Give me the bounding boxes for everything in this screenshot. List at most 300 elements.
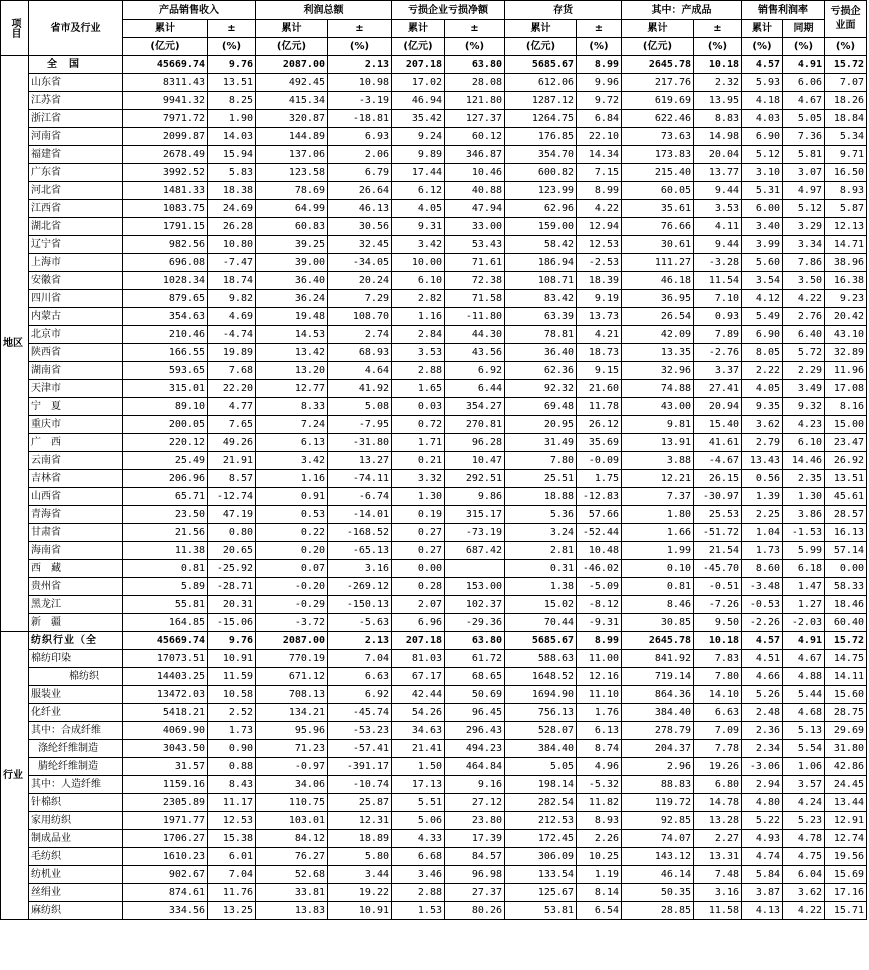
cell-value: 1.27 — [783, 596, 825, 614]
cell-value: 8.43 — [208, 776, 256, 794]
row-name: 甘肃省 — [29, 524, 123, 542]
cell-value: 3.62 — [783, 884, 825, 902]
table-row — [1, 56, 867, 74]
cell-value: 1648.52 — [505, 668, 577, 686]
cell-value: -12.74 — [208, 488, 256, 506]
cell-value: 1028.34 — [123, 272, 208, 290]
cell-value: -3.28 — [694, 254, 742, 272]
row-name: 云南省 — [29, 452, 123, 470]
table-row — [1, 722, 867, 740]
cell-value: 9.44 — [694, 236, 742, 254]
cell-value: 71.58 — [445, 290, 505, 308]
row-name: 棉纺织 — [29, 668, 123, 686]
row-name: 腈纶纤维制造 — [29, 758, 123, 776]
row-name: 重庆市 — [29, 416, 123, 434]
cell-value: -0.51 — [694, 578, 742, 596]
cell-value: 8.99 — [577, 182, 622, 200]
cell-value: 4.75 — [783, 848, 825, 866]
cell-value: 3.88 — [622, 452, 694, 470]
row-name: 江苏省 — [29, 92, 123, 110]
cell-value: 21.60 — [577, 380, 622, 398]
cell-value: 1287.12 — [505, 92, 577, 110]
table-row — [1, 650, 867, 668]
header-unit: (亿元) — [622, 38, 694, 56]
cell-value: 9.50 — [694, 614, 742, 632]
cell-value: 60.05 — [622, 182, 694, 200]
cell-value: 198.14 — [505, 776, 577, 794]
cell-value: 4.68 — [783, 704, 825, 722]
cell-value: 20.95 — [505, 416, 577, 434]
cell-value: 3.87 — [742, 884, 783, 902]
cell-value: 13.51 — [825, 470, 867, 488]
row-name: 宁 夏 — [29, 398, 123, 416]
cell-value: 8.57 — [208, 470, 256, 488]
cell-value: 879.65 — [123, 290, 208, 308]
cell-value: 14.11 — [825, 668, 867, 686]
table-row — [1, 812, 867, 830]
cell-value: 3.40 — [742, 218, 783, 236]
cell-value: 4.57 — [742, 632, 783, 650]
header-unit: (亿元) — [505, 38, 577, 56]
cell-value: 20.65 — [208, 542, 256, 560]
cell-value: 57.14 — [825, 542, 867, 560]
cell-value: 1694.90 — [505, 686, 577, 704]
cell-value: 14.98 — [694, 128, 742, 146]
header-unit: (%) — [208, 38, 256, 56]
row-name: 湖北省 — [29, 218, 123, 236]
cell-value: 5.83 — [208, 164, 256, 182]
cell-value: 26.54 — [622, 308, 694, 326]
cell-value: 4.91 — [783, 632, 825, 650]
cell-value: 17.13 — [392, 776, 445, 794]
cell-value: -168.52 — [328, 524, 392, 542]
cell-value: 5.12 — [742, 146, 783, 164]
cell-value: 3.50 — [783, 272, 825, 290]
cell-value: 0.00 — [825, 560, 867, 578]
cell-value: 58.42 — [505, 236, 577, 254]
cell-value: -53.23 — [328, 722, 392, 740]
cell-value: 6.44 — [445, 380, 505, 398]
cell-value: 7.83 — [694, 650, 742, 668]
cell-value: 5.06 — [392, 812, 445, 830]
cell-value: 84.57 — [445, 848, 505, 866]
cell-value: 36.24 — [256, 290, 328, 308]
cell-value: 1.65 — [392, 380, 445, 398]
cell-value: 173.83 — [622, 146, 694, 164]
row-name: 浙江省 — [29, 110, 123, 128]
cell-value: -2.03 — [783, 614, 825, 632]
cell-value: 0.10 — [622, 560, 694, 578]
cell-value: 0.00 — [392, 560, 445, 578]
table-row — [1, 272, 867, 290]
cell-value: 15.38 — [208, 830, 256, 848]
cell-value: -57.41 — [328, 740, 392, 758]
cell-value: 864.36 — [622, 686, 694, 704]
row-name: 河南省 — [29, 128, 123, 146]
cell-value: 25.49 — [123, 452, 208, 470]
cell-value: 3.57 — [783, 776, 825, 794]
header-unit: (%) — [328, 38, 392, 56]
cell-value: 7.37 — [622, 488, 694, 506]
row-name: 江西省 — [29, 200, 123, 218]
cell-value: -2.53 — [577, 254, 622, 272]
cell-value: 5.84 — [742, 866, 783, 884]
cell-value: 10.00 — [392, 254, 445, 272]
cell-value: 133.54 — [505, 866, 577, 884]
cell-value — [445, 560, 505, 578]
cell-value: 0.27 — [392, 542, 445, 560]
header-sub: 累计 — [123, 20, 208, 38]
cell-value: 119.72 — [622, 794, 694, 812]
row-name: 辽宁省 — [29, 236, 123, 254]
cell-value: 11.76 — [208, 884, 256, 902]
cell-value: 4.24 — [783, 794, 825, 812]
table-row — [1, 542, 867, 560]
cell-value: 719.14 — [622, 668, 694, 686]
cell-value: 123.99 — [505, 182, 577, 200]
cell-value: 9.31 — [392, 218, 445, 236]
table-row — [1, 884, 867, 902]
cell-value: 18.89 — [328, 830, 392, 848]
cell-value: 45.61 — [825, 488, 867, 506]
cell-value: 41.61 — [694, 434, 742, 452]
cell-value: 306.09 — [505, 848, 577, 866]
cell-value: 26.15 — [694, 470, 742, 488]
cell-value: 12.94 — [577, 218, 622, 236]
cell-value: 164.85 — [123, 614, 208, 632]
cell-value: 14.78 — [694, 794, 742, 812]
cell-value: 4.22 — [783, 290, 825, 308]
cell-value: -51.72 — [694, 524, 742, 542]
cell-value: 7.48 — [694, 866, 742, 884]
cell-value: -5.63 — [328, 614, 392, 632]
cell-value: 10.98 — [328, 74, 392, 92]
cell-value: 2.26 — [577, 830, 622, 848]
cell-value: 42.44 — [392, 686, 445, 704]
cell-value: 2.13 — [328, 56, 392, 74]
table-row — [1, 290, 867, 308]
cell-value: 8.99 — [577, 632, 622, 650]
cell-value: 2.52 — [208, 704, 256, 722]
cell-value: 35.69 — [577, 434, 622, 452]
cell-value: 21.54 — [694, 542, 742, 560]
cell-value: 696.08 — [123, 254, 208, 272]
cell-value: 315.01 — [123, 380, 208, 398]
cell-value: 26.12 — [577, 416, 622, 434]
table-row — [1, 74, 867, 92]
cell-value: 25.87 — [328, 794, 392, 812]
cell-value: 1610.23 — [123, 848, 208, 866]
table-row — [1, 254, 867, 272]
cell-value: 15.71 — [825, 902, 867, 920]
cell-value: 19.22 — [328, 884, 392, 902]
cell-value: 6.40 — [783, 326, 825, 344]
cell-value: 4069.90 — [123, 722, 208, 740]
cell-value: 4.21 — [577, 326, 622, 344]
cell-value: 5.26 — [742, 686, 783, 704]
row-name: 上海市 — [29, 254, 123, 272]
cell-value: -65.13 — [328, 542, 392, 560]
cell-value: 1.04 — [742, 524, 783, 542]
cell-value: 12.53 — [208, 812, 256, 830]
header-sub: 累计 — [256, 20, 328, 38]
cell-value: 1.53 — [392, 902, 445, 920]
cell-value: 53.81 — [505, 902, 577, 920]
table-row — [1, 470, 867, 488]
cell-value: -28.71 — [208, 578, 256, 596]
cell-value: 9.86 — [445, 488, 505, 506]
cell-value: 33.00 — [445, 218, 505, 236]
cell-value: 1.19 — [577, 866, 622, 884]
table-row — [1, 866, 867, 884]
cell-value: 43.56 — [445, 344, 505, 362]
cell-value: 3.86 — [783, 506, 825, 524]
cell-value: 7.07 — [825, 74, 867, 92]
cell-value: 292.51 — [445, 470, 505, 488]
table-row — [1, 902, 867, 920]
cell-value: 5.13 — [783, 722, 825, 740]
cell-value: 4.51 — [742, 650, 783, 668]
cell-value: 2087.00 — [256, 56, 328, 74]
cell-value: 23.80 — [445, 812, 505, 830]
cell-value: 4.91 — [783, 56, 825, 74]
cell-value: 46.13 — [328, 200, 392, 218]
cell-value: 13.31 — [694, 848, 742, 866]
cell-value: 58.33 — [825, 578, 867, 596]
cell-value: 6.54 — [577, 902, 622, 920]
cell-value: 23.47 — [825, 434, 867, 452]
cell-value: 1.38 — [505, 578, 577, 596]
cell-value: 10.25 — [577, 848, 622, 866]
cell-value: 612.06 — [505, 74, 577, 92]
cell-value: 2.34 — [742, 740, 783, 758]
cell-value: 0.88 — [208, 758, 256, 776]
cell-value: 11.38 — [123, 542, 208, 560]
cell-value: 8.60 — [742, 560, 783, 578]
cell-value: 0.53 — [256, 506, 328, 524]
cell-value: 18.73 — [577, 344, 622, 362]
cell-value: 11.82 — [577, 794, 622, 812]
cell-value: 92.85 — [622, 812, 694, 830]
cell-value: 6.01 — [208, 848, 256, 866]
cell-value: 80.26 — [445, 902, 505, 920]
cell-value: 63.39 — [505, 308, 577, 326]
cell-value: 18.26 — [825, 92, 867, 110]
cell-value: 3.42 — [392, 236, 445, 254]
cell-value: 5.87 — [825, 200, 867, 218]
cell-value: 7.29 — [328, 290, 392, 308]
cell-value: 121.80 — [445, 92, 505, 110]
cell-value: 4.05 — [392, 200, 445, 218]
cell-value: 13.43 — [742, 452, 783, 470]
cell-value: 10.47 — [445, 452, 505, 470]
cell-value: 2645.78 — [622, 56, 694, 74]
table-row — [1, 632, 867, 650]
cell-value: 13.77 — [694, 164, 742, 182]
cell-value: 7.04 — [208, 866, 256, 884]
cell-value: 207.18 — [392, 632, 445, 650]
cell-value: -150.13 — [328, 596, 392, 614]
cell-value: 622.46 — [622, 110, 694, 128]
table-row — [1, 758, 867, 776]
cell-value: 1.30 — [783, 488, 825, 506]
cell-value: 0.22 — [256, 524, 328, 542]
cell-value: 50.35 — [622, 884, 694, 902]
cell-value: -391.17 — [328, 758, 392, 776]
cell-value: 1.16 — [392, 308, 445, 326]
row-name: 北京市 — [29, 326, 123, 344]
cell-value: 39.25 — [256, 236, 328, 254]
row-name: 福建省 — [29, 146, 123, 164]
row-name: 全 国 — [29, 56, 123, 74]
cell-value: 21.56 — [123, 524, 208, 542]
cell-value: 9.19 — [577, 290, 622, 308]
cell-value: 9.15 — [577, 362, 622, 380]
cell-value: 2.82 — [392, 290, 445, 308]
cell-value: 72.38 — [445, 272, 505, 290]
cell-value: 841.92 — [622, 650, 694, 668]
cell-value: 14.10 — [694, 686, 742, 704]
header-unit: (%) — [825, 38, 867, 56]
cell-value: 10.18 — [694, 56, 742, 74]
table-row — [1, 848, 867, 866]
cell-value: 619.69 — [622, 92, 694, 110]
cell-value: 11.59 — [208, 668, 256, 686]
cell-value: 296.43 — [445, 722, 505, 740]
cell-value: 29.69 — [825, 722, 867, 740]
cell-value: 320.87 — [256, 110, 328, 128]
cell-value: 134.21 — [256, 704, 328, 722]
cell-value: 708.13 — [256, 686, 328, 704]
cell-value: 492.45 — [256, 74, 328, 92]
cell-value: 13.42 — [256, 344, 328, 362]
cell-value: 6.18 — [783, 560, 825, 578]
cell-value: 76.27 — [256, 848, 328, 866]
header-group-profit: 利润总额 — [256, 1, 392, 20]
cell-value: 3.53 — [392, 344, 445, 362]
cell-value: 902.67 — [123, 866, 208, 884]
cell-value: 8.05 — [742, 344, 783, 362]
cell-value: 4.78 — [783, 830, 825, 848]
cell-value: -4.67 — [694, 452, 742, 470]
cell-value: 6.96 — [392, 614, 445, 632]
cell-value: 0.03 — [392, 398, 445, 416]
cell-value: -3.72 — [256, 614, 328, 632]
cell-value: 207.18 — [392, 56, 445, 74]
cell-value: 0.91 — [256, 488, 328, 506]
table-row — [1, 236, 867, 254]
cell-value: 2.27 — [694, 830, 742, 848]
cell-value: -29.36 — [445, 614, 505, 632]
cell-value: 34.06 — [256, 776, 328, 794]
cell-value: 2.35 — [783, 470, 825, 488]
header-sub: ± — [577, 20, 622, 38]
cell-value: 42.86 — [825, 758, 867, 776]
cell-value: 4.77 — [208, 398, 256, 416]
cell-value: 13.83 — [256, 902, 328, 920]
table-row — [1, 434, 867, 452]
cell-value: 9.16 — [445, 776, 505, 794]
cell-value: 61.72 — [445, 650, 505, 668]
cell-value: 21.91 — [208, 452, 256, 470]
cell-value: 111.27 — [622, 254, 694, 272]
cell-value: 6.93 — [328, 128, 392, 146]
row-name: 内蒙古 — [29, 308, 123, 326]
cell-value: 172.45 — [505, 830, 577, 848]
table-row — [1, 200, 867, 218]
cell-value: 8.93 — [825, 182, 867, 200]
cell-value: 28.85 — [622, 902, 694, 920]
header-sub: 累计 — [505, 20, 577, 38]
table-row — [1, 416, 867, 434]
cell-value: -52.44 — [577, 524, 622, 542]
cell-value: 32.89 — [825, 344, 867, 362]
cell-value: 14.03 — [208, 128, 256, 146]
cell-value: 4.69 — [208, 308, 256, 326]
table-row — [1, 668, 867, 686]
cell-value: 2.96 — [622, 758, 694, 776]
cell-value: -0.20 — [256, 578, 328, 596]
cell-value: 1.39 — [742, 488, 783, 506]
cell-value: 40.88 — [445, 182, 505, 200]
header-unit: (%) — [742, 38, 783, 56]
cell-value: -14.01 — [328, 506, 392, 524]
cell-value: -2.26 — [742, 614, 783, 632]
cell-value: 6.13 — [577, 722, 622, 740]
cell-value: 384.40 — [622, 704, 694, 722]
cell-value: 4.22 — [577, 200, 622, 218]
cell-value: 30.85 — [622, 614, 694, 632]
cell-value: 28.75 — [825, 704, 867, 722]
cell-value: 6.06 — [783, 74, 825, 92]
row-name: 陕西省 — [29, 344, 123, 362]
cell-value: -5.32 — [577, 776, 622, 794]
row-name: 贵州省 — [29, 578, 123, 596]
cell-value: 0.20 — [256, 542, 328, 560]
row-name: 化纤业 — [29, 704, 123, 722]
table-row — [1, 128, 867, 146]
cell-value: 45669.74 — [123, 632, 208, 650]
cell-value: 874.61 — [123, 884, 208, 902]
cell-value: 5.12 — [783, 200, 825, 218]
cell-value: 18.88 — [505, 488, 577, 506]
cell-value: 5.89 — [123, 578, 208, 596]
header-unit: (%) — [783, 38, 825, 56]
cell-value: 52.68 — [256, 866, 328, 884]
cell-value: 4.96 — [577, 758, 622, 776]
cell-value: 27.37 — [445, 884, 505, 902]
cell-value: 1.71 — [392, 434, 445, 452]
section-label: 行业 — [1, 632, 29, 920]
cell-value: 1.73 — [208, 722, 256, 740]
row-name: 棉纺印染 — [29, 650, 123, 668]
cell-value: 7.36 — [783, 128, 825, 146]
cell-value: 15.94 — [208, 146, 256, 164]
cell-value: 20.04 — [694, 146, 742, 164]
cell-value: -4.74 — [208, 326, 256, 344]
cell-value: -73.19 — [445, 524, 505, 542]
cell-value: 47.94 — [445, 200, 505, 218]
cell-value: 15.02 — [505, 596, 577, 614]
cell-value: 9.23 — [825, 290, 867, 308]
cell-value: 44.30 — [445, 326, 505, 344]
cell-value: 770.19 — [256, 650, 328, 668]
table-row — [1, 362, 867, 380]
cell-value: 62.96 — [505, 200, 577, 218]
table-row — [1, 398, 867, 416]
cell-value: 687.42 — [445, 542, 505, 560]
cell-value: 95.96 — [256, 722, 328, 740]
